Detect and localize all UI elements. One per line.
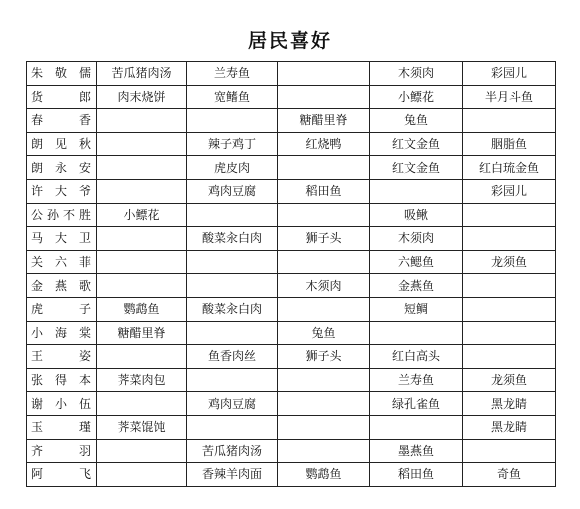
resident-name-cell: 货 郎 — [27, 85, 97, 109]
table-row — [27, 156, 556, 180]
preference-cell — [97, 250, 187, 274]
preference-cell — [278, 203, 370, 227]
preference-cell: 绿孔雀鱼 — [370, 392, 463, 416]
resident-name-cell: 金 燕 歌 — [27, 274, 97, 298]
preference-cell — [187, 250, 278, 274]
preference-cell — [370, 321, 463, 345]
preference-cell: 鹦鹉鱼 — [278, 463, 370, 487]
table-row — [27, 392, 556, 416]
preference-cell: 稻田鱼 — [370, 463, 463, 487]
preference-cell: 辣子鸡丁 — [187, 132, 278, 156]
table-row — [27, 109, 556, 133]
preference-cell: 小鳔花 — [370, 85, 463, 109]
preference-cell — [187, 321, 278, 345]
preference-cell — [97, 179, 187, 203]
preference-cell — [97, 132, 187, 156]
resident-name-cell: 朗 见 秋 — [27, 132, 97, 156]
preference-cell: 兰寿鱼 — [187, 62, 278, 86]
preference-cell — [187, 203, 278, 227]
table-row — [27, 132, 556, 156]
preference-cell — [463, 203, 556, 227]
preference-cell: 糖醋里脊 — [278, 109, 370, 133]
resident-name-cell: 关 六 菲 — [27, 250, 97, 274]
preference-cell — [370, 179, 463, 203]
preference-cell: 荠菜肉包 — [97, 368, 187, 392]
preference-cell: 宽鳍鱼 — [187, 85, 278, 109]
preference-cell — [463, 109, 556, 133]
resident-name-cell: 马 大 卫 — [27, 227, 97, 251]
preference-cell — [97, 227, 187, 251]
preference-cell — [463, 227, 556, 251]
preference-cell: 彩园儿 — [463, 62, 556, 86]
preference-cell: 酸菜汆白肉 — [187, 297, 278, 321]
preference-cell: 虎皮肉 — [187, 156, 278, 180]
preference-cell: 吸鳅 — [370, 203, 463, 227]
preference-cell — [278, 297, 370, 321]
table-row — [27, 439, 556, 463]
preference-cell: 香辣羊肉面 — [187, 463, 278, 487]
preference-cell — [278, 368, 370, 392]
preference-cell — [278, 439, 370, 463]
resident-name-cell: 许 大 爷 — [27, 179, 97, 203]
resident-name-cell: 谢 小 伍 — [27, 392, 97, 416]
resident-name-cell: 朗 永 安 — [27, 156, 97, 180]
preference-cell — [278, 415, 370, 439]
table-row — [27, 250, 556, 274]
preference-cell: 木须肉 — [370, 62, 463, 86]
preference-cell: 黑龙睛 — [463, 392, 556, 416]
resident-name-cell: 小 海 棠 — [27, 321, 97, 345]
preference-cell: 半月斗鱼 — [463, 85, 556, 109]
preference-cell: 红烧鸭 — [278, 132, 370, 156]
preference-cell — [278, 156, 370, 180]
preference-cell — [97, 345, 187, 369]
table-row — [27, 203, 556, 227]
preference-cell: 短鲷 — [370, 297, 463, 321]
preference-cell: 小鳔花 — [97, 203, 187, 227]
resident-name-cell: 春 香 — [27, 109, 97, 133]
preference-cell: 鸡肉豆腐 — [187, 179, 278, 203]
preference-cell — [187, 274, 278, 298]
preference-cell — [97, 156, 187, 180]
preference-cell — [97, 392, 187, 416]
preference-cell: 稻田鱼 — [278, 179, 370, 203]
preference-cell: 兔鱼 — [370, 109, 463, 133]
preference-cell — [187, 415, 278, 439]
table-row — [27, 179, 556, 203]
preference-cell — [187, 109, 278, 133]
preference-cell — [278, 85, 370, 109]
preference-cell — [97, 439, 187, 463]
resident-name-cell: 公孙不胜 — [27, 203, 97, 227]
table-row — [27, 321, 556, 345]
table-row — [27, 62, 556, 86]
preference-cell: 木须肉 — [370, 227, 463, 251]
preference-cell: 兰寿鱼 — [370, 368, 463, 392]
table-row — [27, 85, 556, 109]
preference-cell — [463, 274, 556, 298]
page-title: 居民喜好 — [247, 30, 332, 52]
table-body — [27, 62, 556, 487]
preference-cell — [97, 463, 187, 487]
preference-cell: 龙须鱼 — [463, 368, 556, 392]
preference-cell: 酸菜汆白肉 — [187, 227, 278, 251]
preference-cell — [463, 321, 556, 345]
preference-cell: 苦瓜猪肉汤 — [97, 62, 187, 86]
preference-cell: 彩园儿 — [463, 179, 556, 203]
resident-name-cell: 朱 敬 儒 — [27, 62, 97, 86]
preference-cell: 肉末烧饼 — [97, 85, 187, 109]
preference-cell: 红白高头 — [370, 345, 463, 369]
preference-cell — [97, 274, 187, 298]
resident-name-cell: 虎 子 — [27, 297, 97, 321]
preference-cell: 胭脂鱼 — [463, 132, 556, 156]
preference-cell: 墨燕鱼 — [370, 439, 463, 463]
preference-cell: 木须肉 — [278, 274, 370, 298]
preference-cell — [278, 250, 370, 274]
preference-cell: 荠菜馄饨 — [97, 415, 187, 439]
preference-cell: 奇鱼 — [463, 463, 556, 487]
resident-name-cell: 张 得 本 — [27, 368, 97, 392]
resident-name-cell: 齐 羽 — [27, 439, 97, 463]
table-row — [27, 345, 556, 369]
preference-cell: 龙须鱼 — [463, 250, 556, 274]
preference-cell — [463, 297, 556, 321]
preference-cell: 狮子头 — [278, 345, 370, 369]
preference-cell: 黑龙睛 — [463, 415, 556, 439]
preference-cell: 兔鱼 — [278, 321, 370, 345]
resident-name-cell: 阿 飞 — [27, 463, 97, 487]
table-row — [27, 415, 556, 439]
preference-cell: 红白琉金鱼 — [463, 156, 556, 180]
preference-cell: 苦瓜猪肉汤 — [187, 439, 278, 463]
preference-cell: 糖醋里脊 — [97, 321, 187, 345]
preference-cell: 鱼香肉丝 — [187, 345, 278, 369]
preference-cell: 鹦鹉鱼 — [97, 297, 187, 321]
preference-cell: 红文金鱼 — [370, 132, 463, 156]
preference-cell: 六鳃鱼 — [370, 250, 463, 274]
table-row — [27, 297, 556, 321]
preference-cell — [463, 439, 556, 463]
table-row — [27, 368, 556, 392]
resident-name-cell: 玉 瑾 — [27, 415, 97, 439]
preference-cell: 红文金鱼 — [370, 156, 463, 180]
table-row — [27, 463, 556, 487]
preference-cell — [187, 368, 278, 392]
preferences-table — [26, 61, 556, 487]
preference-cell — [97, 109, 187, 133]
table-row — [27, 274, 556, 298]
preference-cell — [278, 392, 370, 416]
preference-cell — [463, 345, 556, 369]
preference-cell — [278, 62, 370, 86]
resident-name-cell: 王 姿 — [27, 345, 97, 369]
preference-cell: 鸡肉豆腐 — [187, 392, 278, 416]
table-row — [27, 227, 556, 251]
preference-cell: 金燕鱼 — [370, 274, 463, 298]
preference-cell — [370, 415, 463, 439]
preference-cell: 狮子头 — [278, 227, 370, 251]
